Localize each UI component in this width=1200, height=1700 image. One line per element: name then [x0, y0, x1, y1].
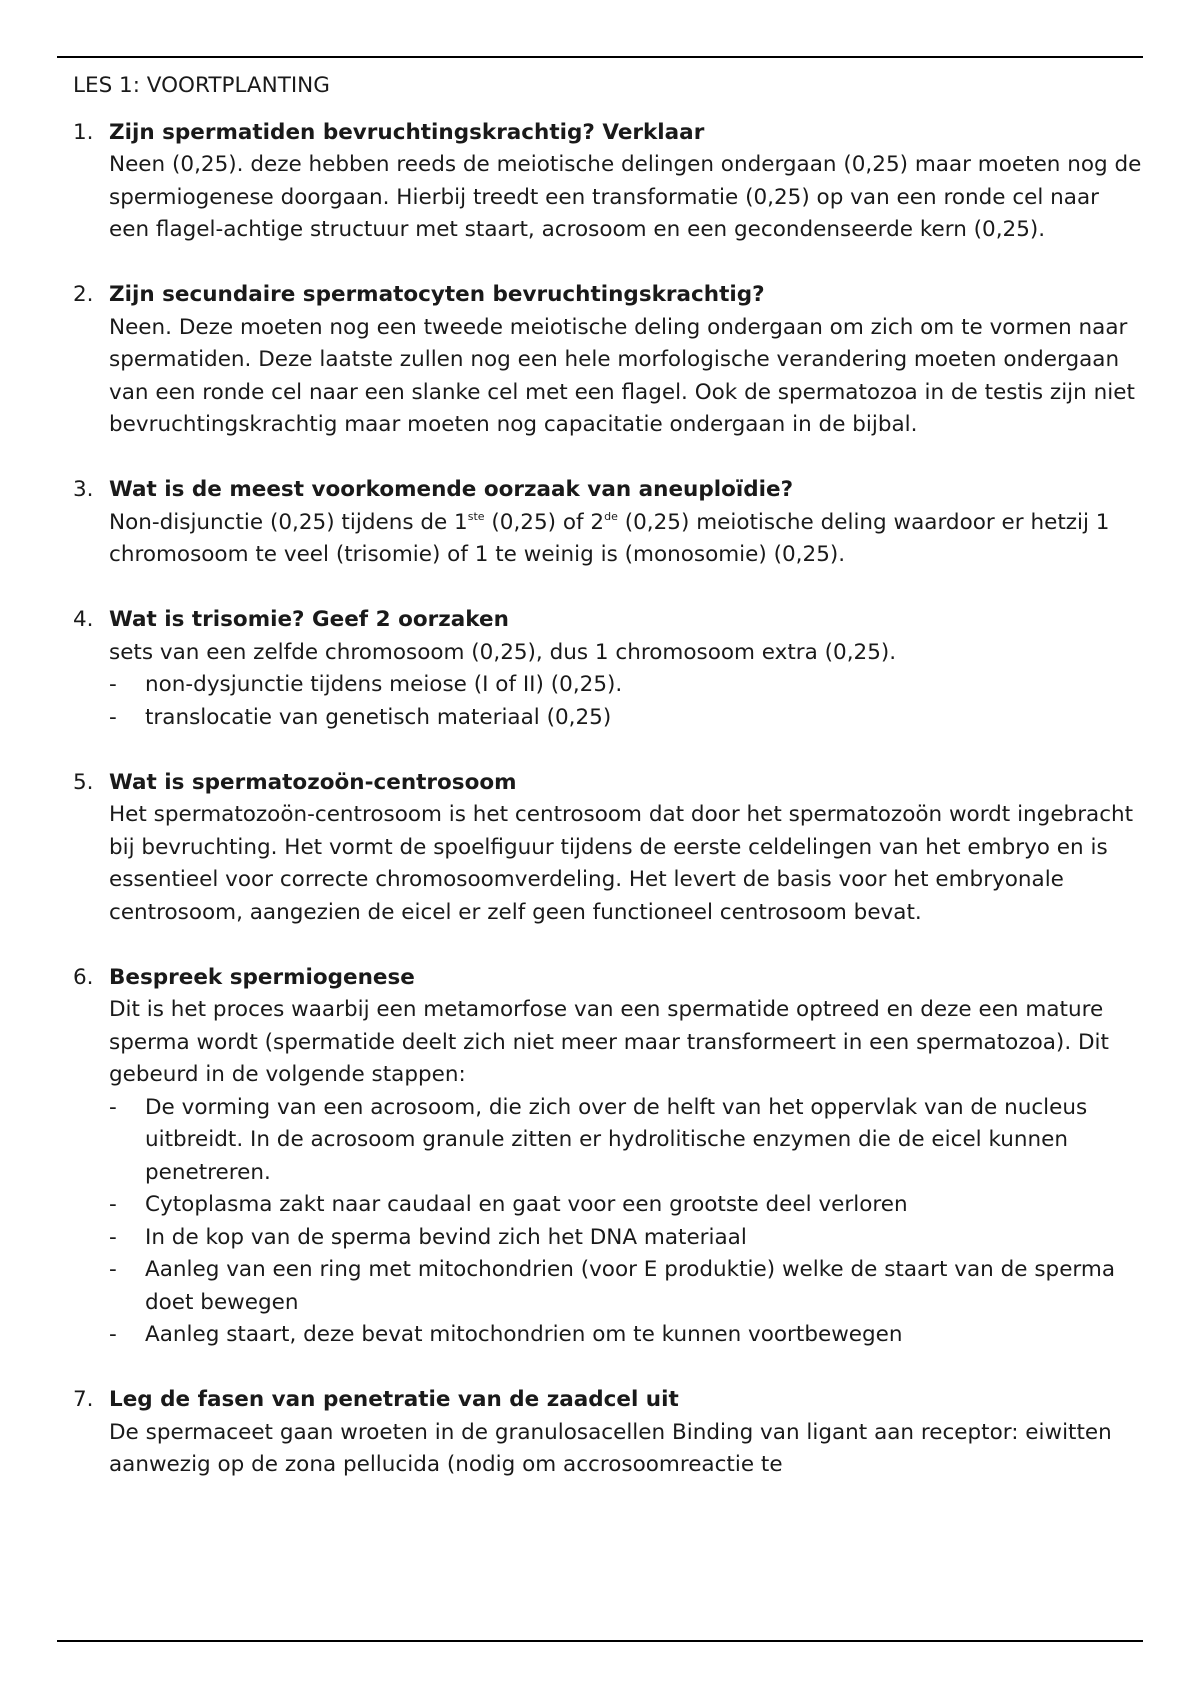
bullet-marker: -	[109, 1322, 117, 1347]
list-item	[109, 1254, 1143, 1319]
question-title: Leg de fasen van penetratie van de zaadcel uit	[109, 1387, 679, 1412]
question-title: Wat is trisomie? Geef 2 oorzaken	[109, 607, 509, 632]
question-number: 3.	[73, 477, 94, 502]
ordinal-suffix: ste	[467, 509, 485, 523]
list-item	[109, 1319, 1143, 1352]
bullet-marker: -	[109, 704, 117, 730]
page-header: LES 1: VOORTPLANTING	[73, 73, 330, 98]
question-number: 7.	[73, 1387, 94, 1412]
document-content	[73, 70, 1143, 1514]
list-item-text: translocatie van genetisch materiaal (0,25)	[145, 704, 612, 730]
bullet-marker: -	[109, 1192, 117, 1217]
answer-text-part: (0,25) of 2	[484, 509, 605, 535]
answer-text: Neen. Deze moeten nog een tweede meiotische deling ondergaan om zich om te vormen naar spermatiden. Deze laatste zullen nog een hele morfologische verandering moeten ondergaan van een ronde cel naar een slanke cel met een flagel. Ook de spermatozoa in de testis zijn niet bevruchtingskrachtig maar moeten nog capacitatie ondergaan in de bijbal.	[109, 314, 1135, 437]
question-3	[73, 474, 1143, 572]
question-number: 2.	[73, 282, 94, 307]
bullet-marker: -	[109, 1094, 117, 1120]
bottom-rule	[57, 1640, 1143, 1642]
list-item	[109, 1092, 1143, 1190]
list-item-text: Aanleg van een ring met mitochondrien (voor E produktie) welke de staart van de sperma doet bewegen	[145, 1257, 1116, 1315]
list-item	[109, 1222, 1143, 1255]
question-title: Zijn spermatiden bevruchtingskrachtig? Verklaar	[109, 119, 705, 145]
list-item	[109, 702, 1143, 735]
question-number: 6.	[73, 964, 94, 990]
question-1	[73, 117, 1143, 247]
top-rule	[57, 56, 1143, 58]
answer-text: Dit is het proces waarbij een metamorfose van een spermatide optreed en deze een mature sperma wordt (spermatide deelt zich niet meer maar transformeert in een spermatozoa). Dit gebeurd in de volgende stappen:	[109, 997, 1109, 1087]
list-item	[109, 1189, 1143, 1222]
bullet-marker: -	[109, 1224, 117, 1250]
question-2	[73, 279, 1143, 442]
list-item-text: Aanleg staart, deze bevat mitochondrien om te kunnen voortbewegen	[145, 1322, 903, 1347]
bullet-list	[109, 669, 1143, 734]
answer-text: sets van een zelfde chromosoom (0,25), dus 1 chromosoom extra (0,25).	[109, 639, 897, 665]
bullet-marker: -	[109, 1257, 117, 1282]
answer-text: Het spermatozoön-centrosoom is het centrosoom dat door het spermatozoön wordt ingebracht bij bevruchting. Het vormt de spoelfiguur tijdens de eerste celdelingen van het embryo en is essentieel voor correcte chromosoomverdeling. Het levert de basis voor het embryonale centrosoom, aangezien de eicel er zelf geen functioneel centrosoom bevat.	[109, 802, 1134, 925]
question-7	[73, 1384, 1143, 1482]
question-number: 1.	[73, 119, 94, 145]
question-6	[73, 962, 1143, 1352]
list-item-text: non-dysjunctie tijdens meiose (I of II) (0,25).	[145, 672, 623, 697]
bullet-marker: -	[109, 672, 117, 697]
list-item-text: De vorming van een acrosoom, die zich over de helft van het oppervlak van de nucleus uitbreidt. In de acrosoom granule zitten er hydrolitische enzymen die de eicel kunnen penetreren.	[145, 1094, 1088, 1185]
list-item	[109, 669, 1143, 702]
question-number: 4.	[73, 607, 94, 632]
answer-text-part: (0,25) meiotische deling waardoor er hetzij 1 chromosoom te veel (trisomie) of 1 te weinig is (monosomie) (0,25).	[109, 509, 1110, 567]
list-item-text: In de kop van de sperma bevind zich het DNA materiaal	[145, 1224, 747, 1250]
question-title: Wat is spermatozoön-centrosoom	[109, 769, 517, 795]
bullet-list	[109, 1092, 1143, 1352]
question-title: Wat is de meest voorkomende oorzaak van aneuploïdie?	[109, 477, 794, 502]
question-5	[73, 767, 1143, 930]
question-number: 5.	[73, 769, 94, 795]
question-4	[73, 604, 1143, 734]
list-item-text: Cytoplasma zakt naar caudaal en gaat voor een grootste deel verloren	[145, 1192, 908, 1217]
answer-text	[109, 507, 1143, 572]
answer-text-part: Non-disjunctie (0,25) tijdens de 1	[109, 509, 468, 535]
answer-text: De spermaceet gaan wroeten in de granulosacellen Binding van ligant aan receptor: eiwitten aanwezig op de zona pellucida (nodig om accrosoomreactie te	[109, 1419, 1112, 1477]
question-title: Zijn secundaire spermatocyten bevruchtingskrachtig?	[109, 282, 765, 307]
ordinal-suffix: de	[604, 509, 618, 523]
answer-text: Neen (0,25). deze hebben reeds de meiotische delingen ondergaan (0,25) maar moeten nog de spermiogenese doorgaan. Hierbij treedt een transformatie (0,25) op van een ronde cel naar een flagel-achtige structuur met staart, acrosoom en een gecondenseerde kern (0,25).	[109, 152, 1142, 242]
question-title: Bespreek spermiogenese	[109, 964, 415, 990]
